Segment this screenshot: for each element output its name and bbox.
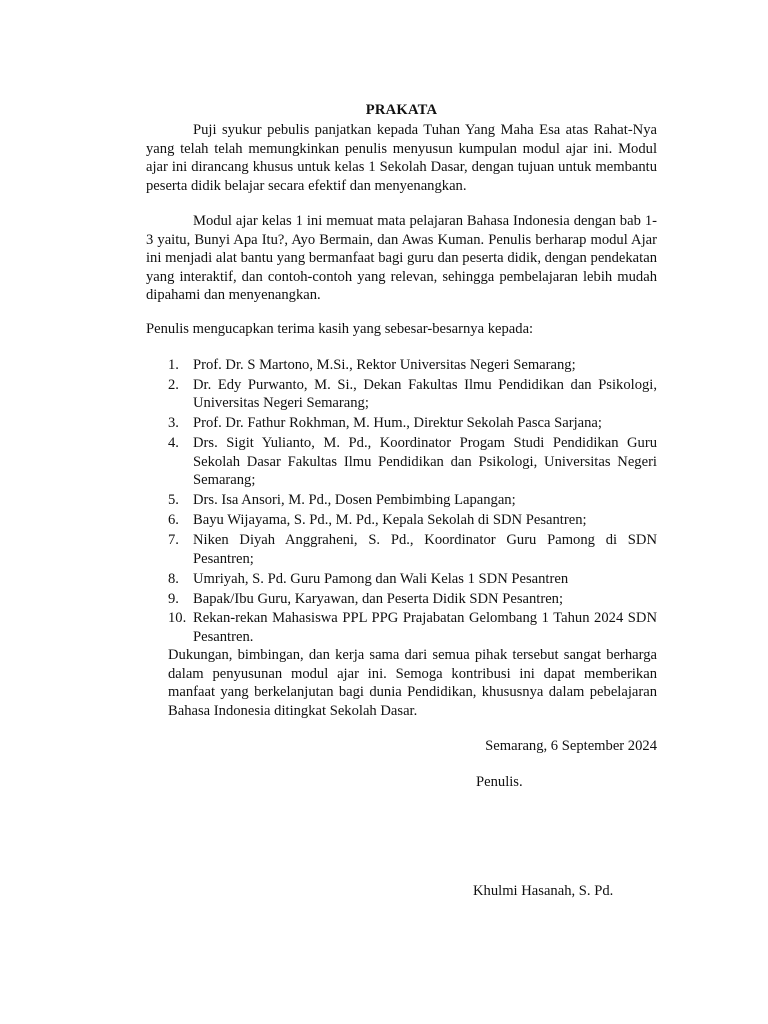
acknowledgement-list xyxy=(168,356,657,648)
list-item-number: 9. xyxy=(168,590,179,607)
list-item-text: Niken Diyah Anggraheni, S. Pd., Koordinator Guru Pamong di SDN Pesantren; xyxy=(193,532,657,567)
list-item-text: Rekan-rekan Mahasiswa PPL PPG Prajabatan Gelombang 1 Tahun 2024 SDN Pesantren. xyxy=(193,610,657,645)
list-item-number: 2. xyxy=(168,376,179,393)
list-item xyxy=(168,531,657,568)
list-item-number: 8. xyxy=(168,570,179,587)
list-item-number: 6. xyxy=(168,512,179,529)
list-item-number: 5. xyxy=(168,492,179,509)
list-item xyxy=(168,376,657,413)
list-item-number: 3. xyxy=(168,415,179,432)
module-description-paragraph: Modul ajar kelas 1 ini memuat mata pelajaran Bahasa Indonesia dengan bab 1-3 yaitu, Bunyi Apa Itu?, Ayo Bermain, dan Awas Kuman. Penulis berharap modul Ajar ini menjadi alat bantu yang bermanfaat bagi guru dan peserta didik, dengan pendekatan yang interaktif, dan contoh-contoh yang relevan, sehingga pembelajaran lebih mudah dipahami dan menyenangkan. xyxy=(146,213,657,304)
list-item-number: 10. xyxy=(168,610,187,627)
list-item xyxy=(168,356,657,375)
list-item-text: Prof. Dr. Fathur Rokhman, M. Hum., Direktur Sekolah Pasca Sarjana; xyxy=(193,415,602,432)
page-title: PRAKATA xyxy=(365,102,438,118)
signature-name: Khulmi Hasanah, S. Pd. xyxy=(473,883,614,899)
list-item xyxy=(168,414,657,433)
list-item-number: 1. xyxy=(168,357,179,373)
list-item-text: Prof. Dr. S Martono, M.Si., Rektor Universitas Negeri Semarang; xyxy=(193,357,576,373)
list-item xyxy=(168,434,657,490)
opening-paragraph: Puji syukur pebulis panjatkan kepada Tuhan Yang Maha Esa atas Rahat-Nya yang telah telah memungkinkan penulis menyusun kumpulan modul ajar ini. Modul ajar ini dirancang khusus untuk kelas 1 Sekolah Dasar, dengan tujuan untuk membantu peserta didik belajar secara efektif dan menyenangkan. xyxy=(146,122,657,194)
list-item-text: Dr. Edy Purwanto, M. Si., Dekan Fakultas Ilmu Pendidikan dan Psikologi, Universitas Negeri Semarang; xyxy=(193,376,657,412)
list-item xyxy=(168,511,657,530)
list-item-text: Bayu Wijayama, S. Pd., M. Pd., Kepala Sekolah di SDN Pesantren; xyxy=(193,512,587,529)
list-item-text: Drs. Sigit Yulianto, M. Pd., Koordinator Progam Studi Pendidikan Guru Sekolah Dasar Fakultas Ilmu Pendidikan dan Psikologi, Universitas Negeri Semarang; xyxy=(193,435,657,489)
place-date: Semarang, 6 September 2024 xyxy=(485,738,657,754)
thanks-intro-paragraph: Penulis mengucapkan terima kasih yang sebesar-besarnya kepada: xyxy=(146,321,534,337)
list-item-text: Umriyah, S. Pd. Guru Pamong dan Wali Kelas 1 SDN Pesantren xyxy=(193,570,569,587)
list-item xyxy=(168,590,657,609)
closing-paragraph: Dukungan, bimbingan, dan kerja sama dari semua pihak tersebut sangat berharga dalam penyusunan modul ajar ini. Semoga kontribusi ini dapat memberikan manfaat yang berkelanjutan bagi dunia Pendidikan, khususnya dalam pebelajaran Bahasa Indonesia ditingkat Sekolah Dasar. xyxy=(168,647,657,719)
list-item-number: 4. xyxy=(168,435,179,452)
list-item-text: Bapak/Ibu Guru, Karyawan, dan Peserta Didik SDN Pesantren; xyxy=(193,590,564,607)
list-item-text: Drs. Isa Ansori, M. Pd., Dosen Pembimbing Lapangan; xyxy=(193,492,516,509)
list-item xyxy=(168,491,657,510)
list-item xyxy=(168,570,657,589)
list-item-number: 7. xyxy=(168,532,179,549)
signature-role: Penulis. xyxy=(476,774,523,790)
list-item xyxy=(168,609,657,646)
